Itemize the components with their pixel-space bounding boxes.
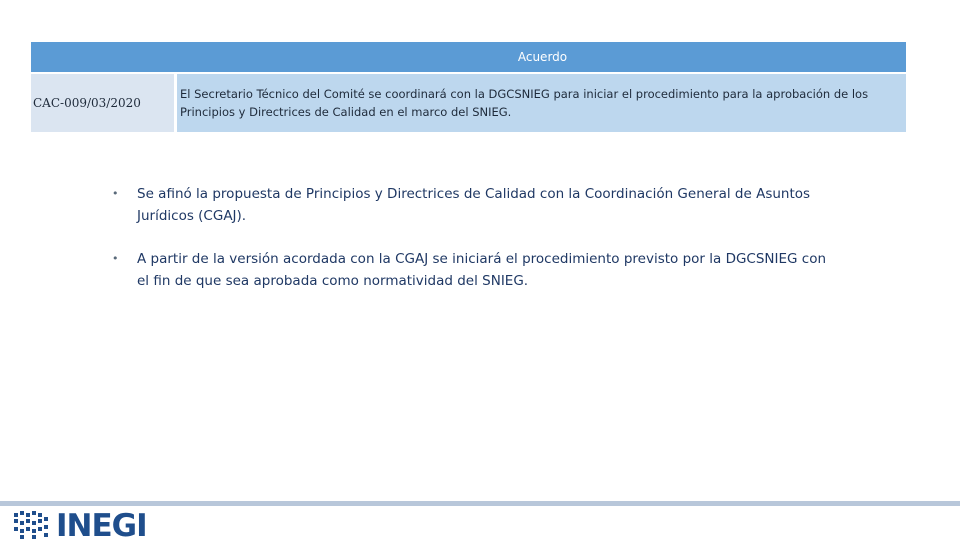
list-item [112,183,832,227]
bullet-text: Se afinó la propuesta de Principios y Directrices de Calidad con la Coordinación General de Asuntos Jurídicos (CGAJ). [137,186,811,224]
table-row [31,74,906,132]
inegi-dots-logo-icon [12,509,52,540]
inegi-logo-text: INEGI [56,508,147,544]
inegi-logo [12,509,147,543]
footer [0,506,960,544]
bullet-marker: • [112,187,119,200]
bullet-marker: • [112,252,119,265]
bullet-list [112,183,832,313]
agreement-text: El Secretario Técnico del Comité se coordinará con la DGCSNIEG para iniciar el procedimiento para la aprobación de los Principios y Directrices de Calidad en el marco del SNIEG. [177,74,906,132]
table-header-label: Acuerdo [517,50,568,64]
agreement-code: CAC-009/03/2020 [31,74,174,132]
agreement-table [31,42,906,132]
bullet-text: A partir de la versión acordada con la CGAJ se iniciará el procedimiento previsto por la DGCSNIEG con el fin de que sea aprobada como normatividad del SNIEG. [137,251,827,289]
list-item [112,248,832,292]
table-header [31,42,906,72]
